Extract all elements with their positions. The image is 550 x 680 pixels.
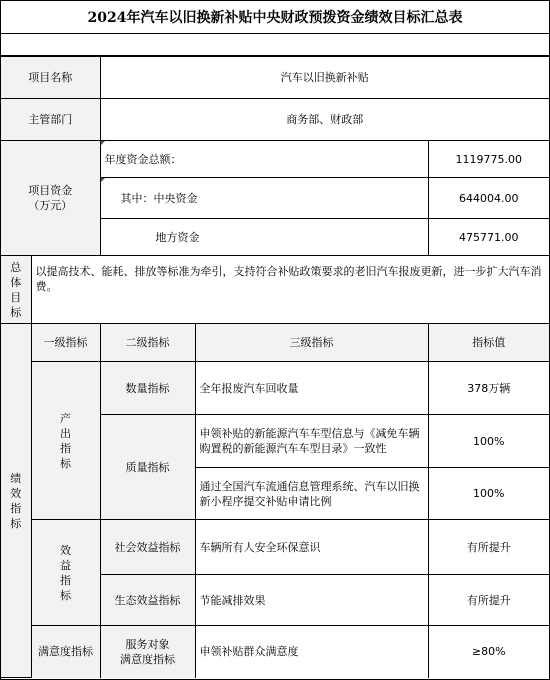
funds-label [1,141,100,256]
social-value: 有所提升 [428,520,549,575]
overall-goal-label [1,256,31,324]
funds-central-value: 644004.00 [428,178,549,219]
performance-char: 绩 [10,471,22,485]
funds-central-label: 其中：中央资金 [100,178,428,219]
funds-label-line2: （万元） [28,199,73,212]
benefit-social-row [1,520,549,575]
output-quantity-row [1,362,549,415]
output-char: 出 [60,426,71,440]
header-value: 指标值 [428,324,549,362]
ecological-indicator-label: 生态效益指标 [100,575,195,626]
funds-label-line1: 项目资金 [28,184,73,197]
output-indicator-label [31,362,100,520]
benefit-char: 标 [60,588,71,602]
blank-row [1,34,549,56]
ecological-value: 有所提升 [428,575,549,626]
funds-row-total [1,141,549,178]
benefit-indicator-label [31,520,100,626]
performance-char: 效 [10,486,22,500]
funds-local-value: 475771.00 [428,219,549,256]
quality-item-2: 通过全国汽车流通信息管理系统、汽车以旧换新小程序提交补贴申请比例 [195,468,428,520]
performance-char: 指 [10,501,22,515]
project-name-row [1,57,549,99]
overall-goal-char: 体 [10,275,22,289]
project-name-value: 汽车以旧换新补贴 [100,57,549,99]
overall-goal-char: 总 [10,260,22,274]
performance-table [1,56,549,678]
ecological-item: 节能减排效果 [195,575,428,626]
satisfaction-row [1,626,549,678]
funds-total-value: 1119775.00 [428,141,549,178]
output-char: 产 [60,411,71,425]
funds-total-label: 年度资金总额： [100,141,428,178]
department-row [1,99,549,141]
overall-goal-char: 目 [10,290,22,304]
header-level2: 二级指标 [100,324,195,362]
funds-local-label: 地方资金 [100,219,428,256]
satisfaction-item: 申领补贴群众满意度 [195,626,428,678]
department-label: 主管部门 [1,99,100,141]
overall-goal-char: 标 [10,305,22,319]
output-char: 标 [60,456,71,470]
quantity-item: 全年报废汽车回收量 [195,362,428,415]
performance-label [1,324,31,678]
performance-char: 标 [10,516,22,530]
benefit-char: 指 [60,573,71,587]
overall-goal-text: 以提高技术、能耗、排放等标准为牵引，支持符合补贴政策要求的老旧汽车报废更新，进一步扩大汽车消费。 [31,256,549,324]
quantity-value: 378万辆 [428,362,549,415]
social-item: 车辆所有人安全环保意识 [195,520,428,575]
satisfaction-sub-label [100,626,195,678]
table-title: 2024年汽车以旧换新补贴中央财政预拨资金绩效目标汇总表 [1,1,549,34]
quality-indicator-label: 质量指标 [100,415,195,520]
department-value: 商务部、财政部 [100,99,549,141]
quantity-indicator-label: 数量指标 [100,362,195,415]
satisfaction-sub-label-line2: 满意度指标 [120,652,175,666]
header-level1: 一级指标 [31,324,100,362]
satisfaction-indicator-label: 满意度指标 [31,626,100,678]
quality-item-1: 申领补贴的新能源汽车车型信息与《减免车辆购置税的新能源汽车车型目录》一致性 [195,415,428,468]
satisfaction-value: ≥80% [428,626,549,678]
project-name-label: 项目名称 [1,57,100,99]
social-indicator-label: 社会效益指标 [100,520,195,575]
satisfaction-sub-label-line1: 服务对象 [125,637,170,651]
overall-goal-row [1,256,549,324]
quality-value-2: 100% [428,468,549,520]
benefit-char: 效 [60,543,71,557]
benefit-char: 益 [60,558,71,572]
header-level3: 三级指标 [195,324,428,362]
output-char: 指 [60,441,71,455]
quality-value-1: 100% [428,415,549,468]
performance-header-row [1,324,549,362]
